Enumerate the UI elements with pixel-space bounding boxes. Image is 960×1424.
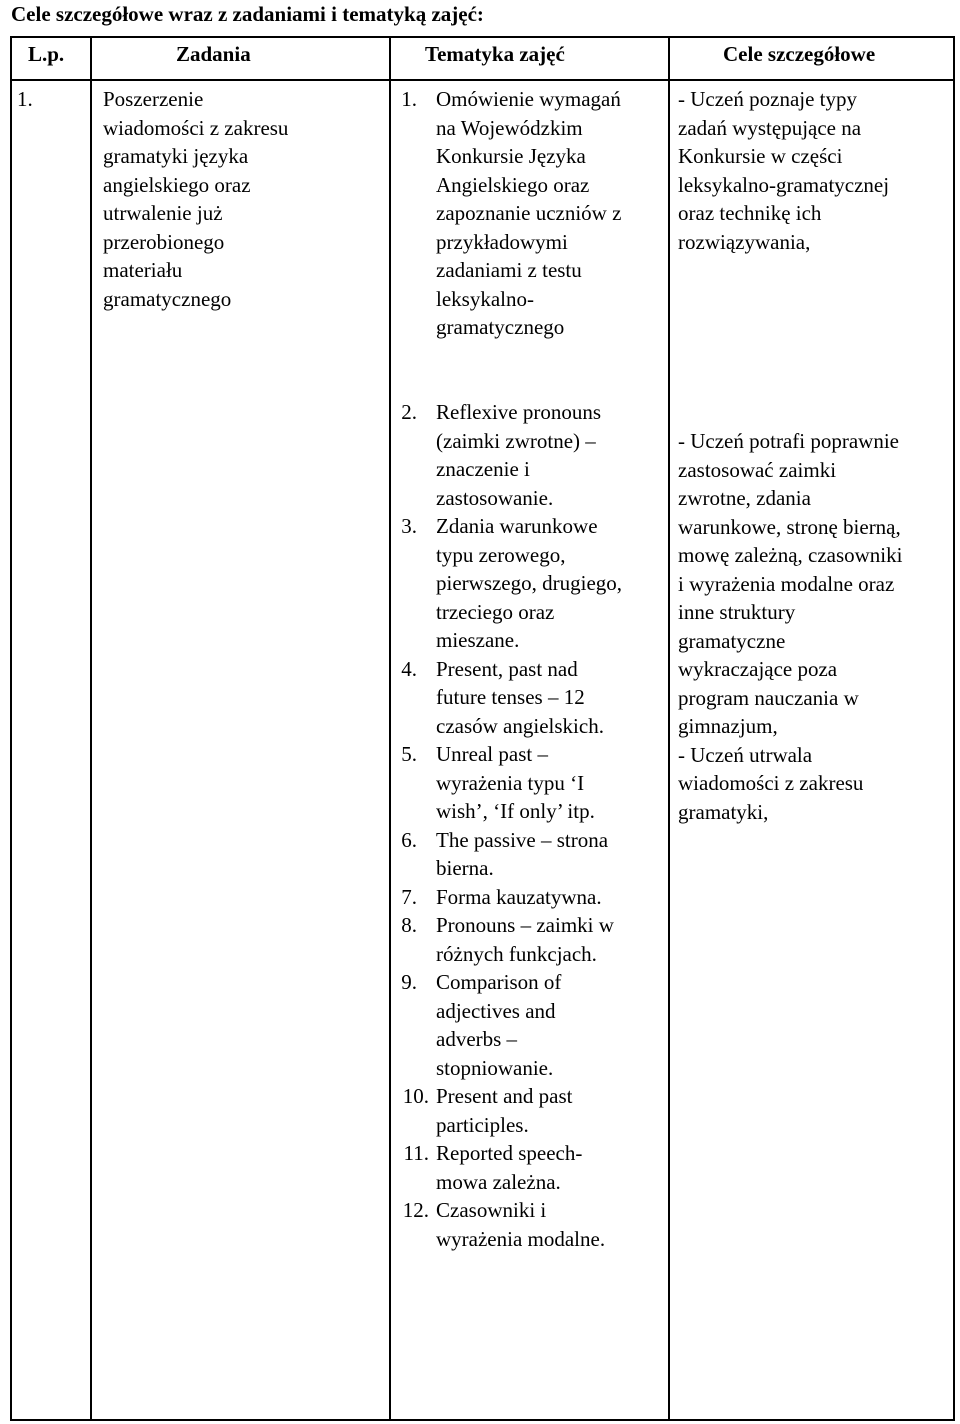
cele-line: inne struktury bbox=[678, 600, 796, 624]
topic-line: Present, past nad bbox=[436, 656, 578, 681]
topic-line: mowa zależna. bbox=[436, 1169, 561, 1194]
topic-line: participles. bbox=[436, 1112, 529, 1137]
topic-line: Unreal past – bbox=[436, 742, 548, 766]
cele-line: mowę zależną, czasowniki bbox=[678, 543, 903, 567]
topic-line: wish’, ‘If only’ itp. bbox=[436, 799, 595, 823]
column-divider bbox=[90, 36, 92, 1421]
cele-line: zastosować zaimki bbox=[678, 457, 837, 482]
topic-number: 10. bbox=[402, 1084, 429, 1108]
cele-line: gimnazjum, bbox=[678, 714, 778, 738]
topic-line: Present and past bbox=[436, 1084, 573, 1108]
cele-line: warunkowe, stronę bierną, bbox=[678, 514, 901, 539]
cele-line: Konkursie w części bbox=[678, 144, 843, 168]
cele-line: program nauczania w bbox=[678, 685, 859, 710]
topic-line: pierwszego, drugiego, bbox=[436, 571, 623, 595]
table-border-right bbox=[953, 36, 955, 1421]
topic-line: Czasowniki i bbox=[436, 1198, 547, 1222]
topic-line: Konkursie Języka bbox=[436, 144, 586, 168]
zadania-line: angielskiego oraz bbox=[103, 172, 251, 197]
column-divider bbox=[668, 36, 670, 1421]
topic-number: 6. bbox=[401, 827, 417, 852]
cele-line: leksykalno-gramatycznej bbox=[678, 172, 890, 197]
header-divider bbox=[10, 79, 955, 81]
topic-line: (zaimki zwrotne) – bbox=[436, 428, 596, 453]
section-heading: Cele szczegółowe wraz z zadaniami i tematyką zajęć: bbox=[11, 2, 484, 26]
topic-number: 2. bbox=[401, 400, 417, 424]
topic-line: mieszane. bbox=[436, 628, 520, 652]
cele-line: gramatyki, bbox=[678, 799, 769, 824]
table-border-top bbox=[10, 36, 955, 38]
zadania-line: materiału bbox=[103, 258, 183, 282]
topic-line: adverbs – bbox=[436, 1027, 518, 1051]
cele-line: wykraczające poza bbox=[678, 657, 838, 681]
table-border-left bbox=[10, 36, 12, 1421]
topic-line: typu zerowego, bbox=[436, 542, 566, 567]
topic-line: przykładowymi bbox=[436, 229, 568, 254]
topic-line: zapoznanie uczniów z bbox=[436, 201, 622, 225]
topic-line: Omówienie wymagań bbox=[436, 87, 621, 111]
topic-number: 12. bbox=[402, 1198, 429, 1222]
topic-line: adjectives and bbox=[436, 998, 556, 1023]
cele-line: wiadomości z zakresu bbox=[678, 771, 864, 795]
topic-line: na Wojewódzkim bbox=[436, 115, 583, 140]
cele-line: - Uczeń potrafi poprawnie bbox=[678, 429, 899, 453]
topic-line: trzeciego oraz bbox=[436, 599, 555, 624]
cele-line: - Uczeń utrwala bbox=[678, 742, 813, 767]
topic-line: Forma kauzatywna. bbox=[436, 884, 602, 909]
topic-number: 8. bbox=[401, 913, 417, 937]
cele-line: - Uczeń poznaje typy bbox=[678, 87, 858, 111]
cele-line: oraz technikę ich bbox=[678, 201, 822, 225]
topic-line: The passive – strona bbox=[436, 827, 609, 852]
header-lp: L.p. bbox=[28, 42, 65, 66]
topic-line: stopniowanie. bbox=[436, 1055, 554, 1080]
zadania-line: utrwalenie już bbox=[103, 201, 223, 225]
cele-line: i wyrażenia modalne oraz bbox=[678, 571, 895, 596]
topic-line: czasów angielskich. bbox=[436, 713, 604, 738]
topic-number: 11. bbox=[403, 1141, 429, 1165]
topic-line: wyrażenia modalne. bbox=[436, 1226, 606, 1251]
topic-line: zadaniami z testu bbox=[436, 258, 582, 282]
cele-line: zadań występujące na bbox=[678, 115, 862, 140]
topic-line: Zdania warunkowe bbox=[436, 514, 598, 538]
topic-line: Reported speech- bbox=[436, 1141, 583, 1165]
column-divider bbox=[389, 36, 391, 1421]
topic-line: Comparison of bbox=[436, 970, 562, 994]
topic-line: Reflexive pronouns bbox=[436, 400, 602, 424]
topic-line: Pronouns – zaimki w bbox=[436, 913, 614, 937]
table-border-bottom bbox=[10, 1419, 955, 1421]
topic-line: zastosowanie. bbox=[436, 485, 554, 510]
topic-number: 5. bbox=[401, 742, 417, 766]
topic-number: 3. bbox=[401, 514, 417, 538]
zadania-line: przerobionego bbox=[103, 229, 225, 254]
header-zadania: Zadania bbox=[176, 42, 251, 66]
topic-line: leksykalno- bbox=[436, 286, 534, 311]
topic-line: różnych funkcjach. bbox=[436, 941, 597, 966]
cele-line: rozwiązywania, bbox=[678, 229, 811, 254]
header-cele: Cele szczegółowe bbox=[723, 42, 876, 66]
row-number: 1. bbox=[17, 87, 33, 111]
cele-line: gramatyczne bbox=[678, 628, 786, 653]
zadania-line: Poszerzenie bbox=[103, 87, 204, 111]
topic-number: 9. bbox=[401, 970, 417, 994]
topic-line: znaczenie i bbox=[436, 457, 530, 481]
cele-line: zwrotne, zdania bbox=[678, 486, 811, 510]
topic-line: Angielskiego oraz bbox=[436, 172, 590, 197]
topic-line: future tenses – 12 bbox=[436, 685, 585, 709]
topic-number: 7. bbox=[401, 884, 417, 909]
topic-line: gramatycznego bbox=[436, 315, 565, 339]
topic-line: bierna. bbox=[436, 856, 494, 880]
zadania-line: wiadomości z zakresu bbox=[103, 115, 289, 140]
zadania-line: gramatycznego bbox=[103, 286, 232, 311]
zadania-line: gramatyki języka bbox=[103, 144, 249, 168]
topic-number: 4. bbox=[401, 656, 417, 681]
topic-line: wyrażenia typu ‘I bbox=[436, 770, 585, 795]
header-tematyka: Tematyka zajęć bbox=[425, 42, 565, 66]
topic-number: 1. bbox=[401, 87, 417, 111]
